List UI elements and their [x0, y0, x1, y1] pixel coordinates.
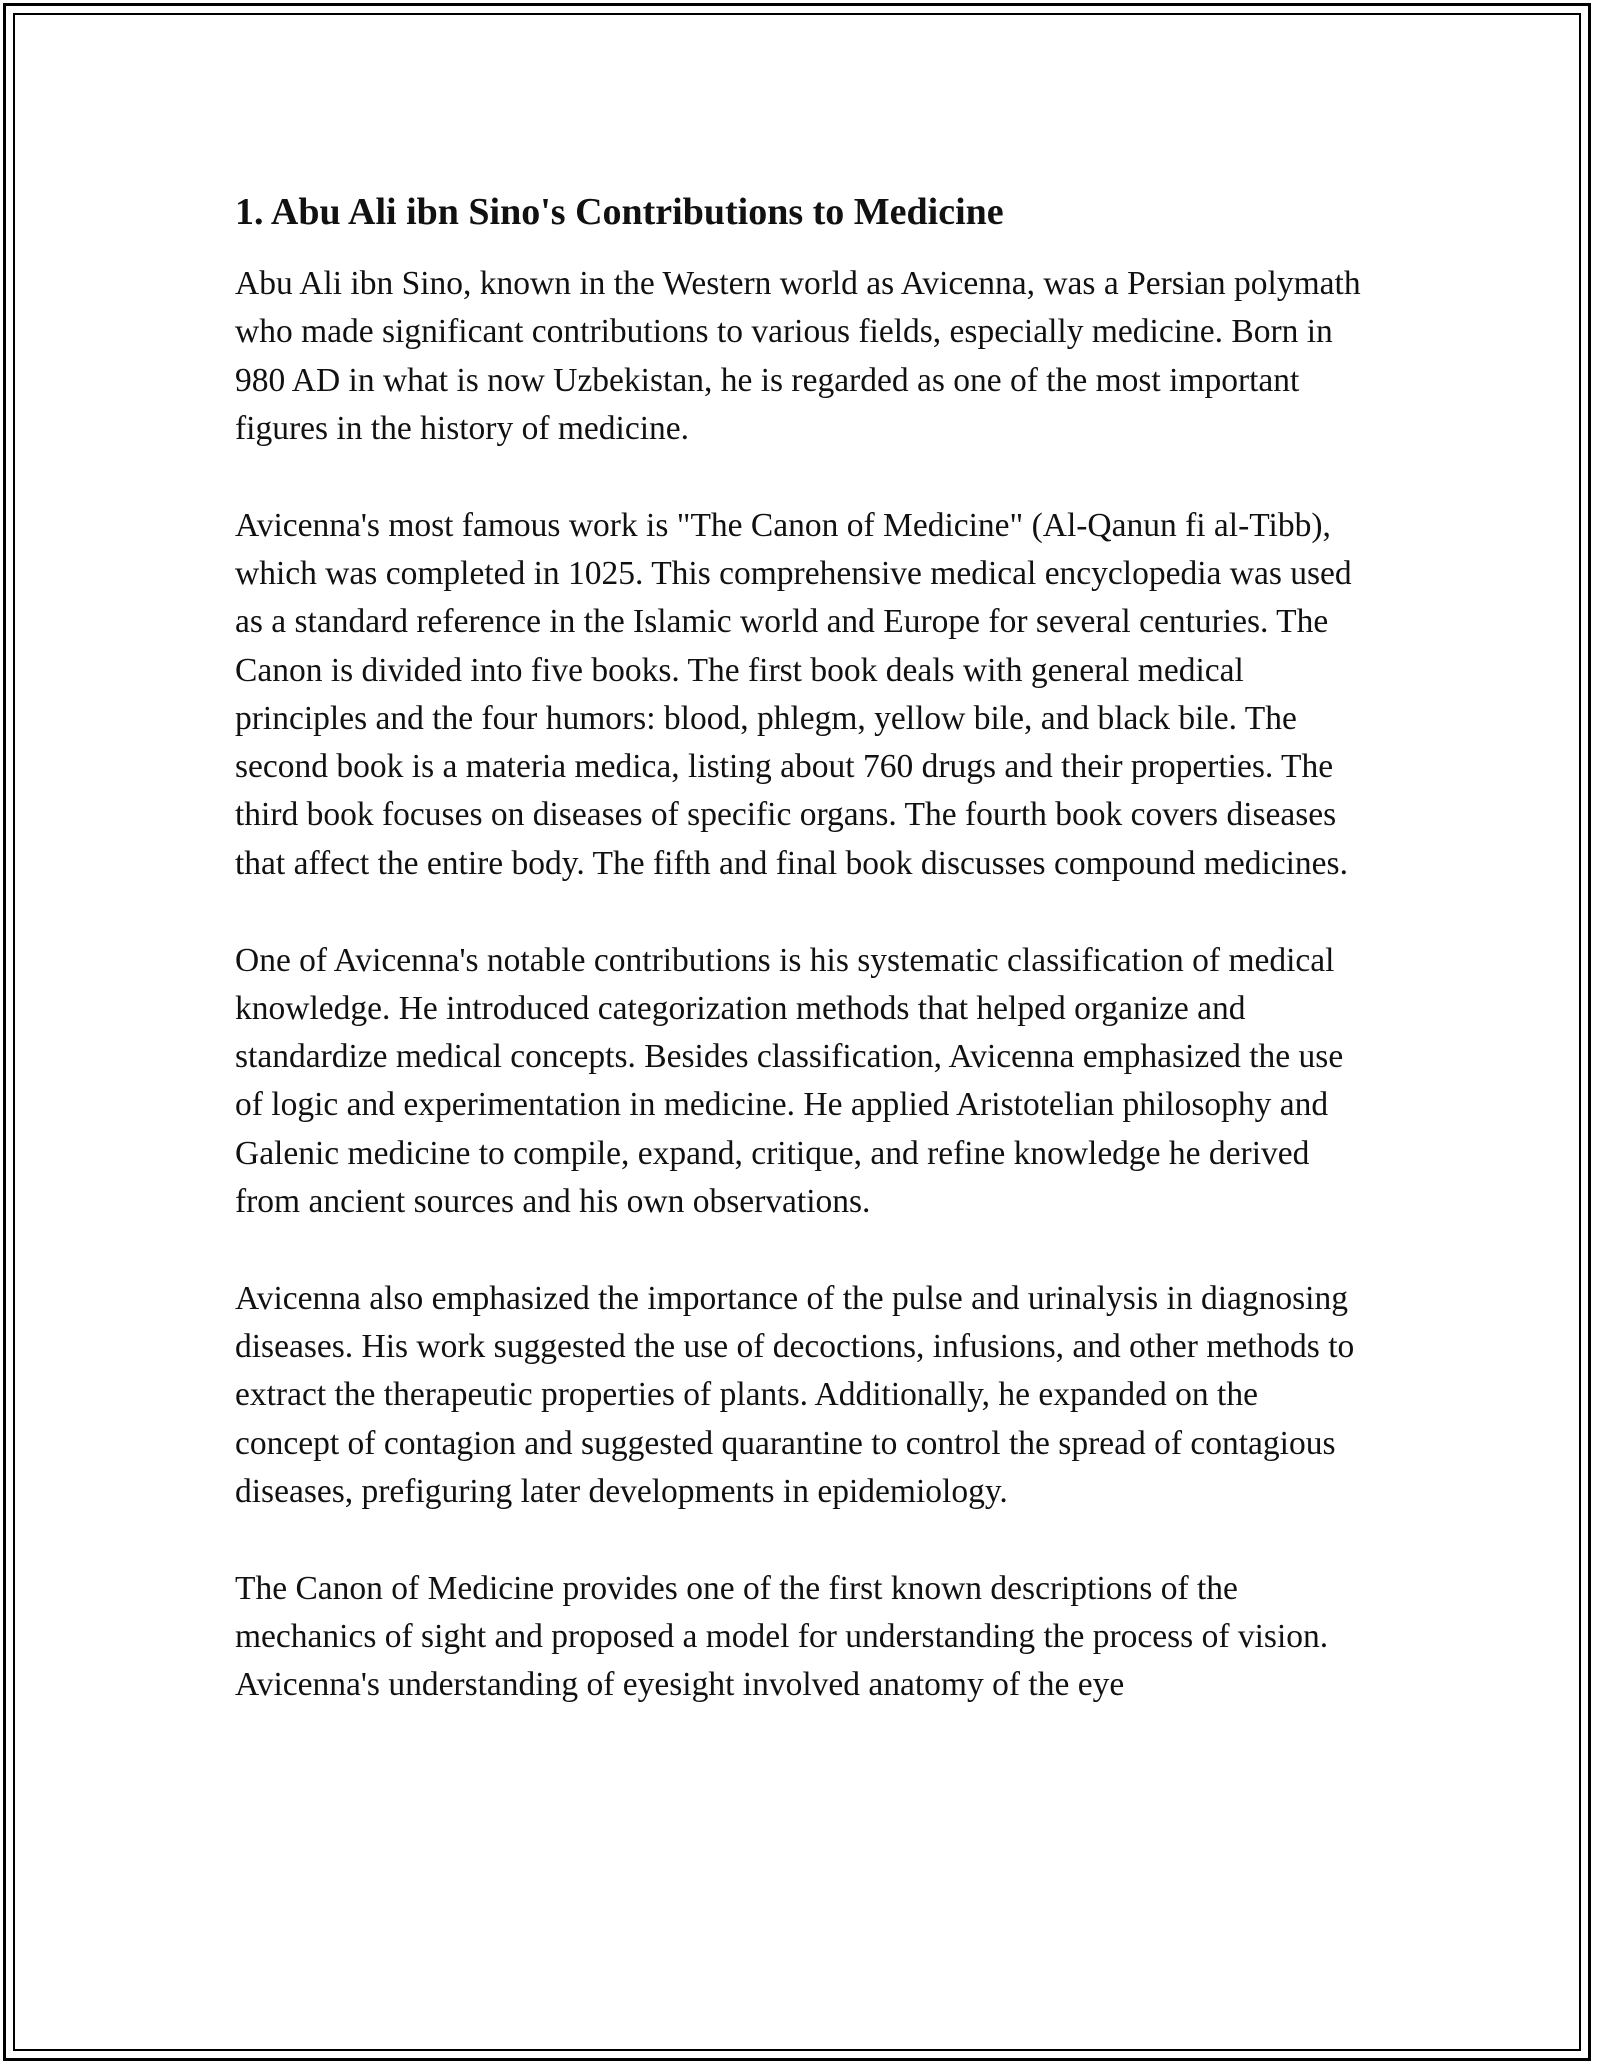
paragraph-canon-of-medicine: Avicenna's most famous work is "The Canon of Medicine" (Al-Qanun fi al-Tibb), which was completed in 1025. This comprehensive medical encyclopedia was used as a standard reference in the Islamic world and Europe for several centuries. The Canon is divided into five books. The first book deals with general medical principles and the four humors: blood, phlegm, yellow bile, and black bile. The second book is a materia medica, listing about 760 drugs and their properties. The third book focuses on diseases of specific organs. The fourth book covers diseases that affect the entire body. The fifth and final book discusses compound medicines. — [235, 506, 1352, 882]
paragraph-introduction: Abu Ali ibn Sino, known in the Western world as Avicenna, was a Persian polymath who made significant contributions to various fields, especially medicine. Born in 980 AD in what is now Uzbekistan, he is regarded as one of the most important figures in the history of medicine. — [235, 265, 1361, 447]
document-body — [235, 186, 1365, 1758]
section-title: 1. Abu Ali ibn Sino's Contributions to Medicine — [235, 191, 1004, 233]
paragraph-vision: The Canon of Medicine provides one of the first known descriptions of the mechanics of sight and proposed a model for understanding the process of vision. Avicenna's understanding of eyesight involved anatomy of the eye — [235, 1569, 1329, 1704]
paragraph-classification: One of Avicenna's notable contributions is his systematic classification of medical knowledge. He introduced categorization methods that helped organize and standardize medical concepts. Besides classification, Avicenna emphasized the use of logic and experimentation in medicine. He applied Aristotelian philosophy and Galenic medicine to compile, expand, critique, and refine knowledge he derived from ancient sources and his own observations. — [235, 941, 1344, 1221]
paragraph-diagnosis: Avicenna also emphasized the importance of the pulse and urinalysis in diagnosing diseases. His work suggested the use of decoctions, infusions, and other methods to extract the therapeutic properties of plants. Additionally, he expanded on the concept of contagion and suggested quarantine to control the spread of contagious diseases, prefiguring later developments in epidemiology. — [235, 1279, 1355, 1511]
